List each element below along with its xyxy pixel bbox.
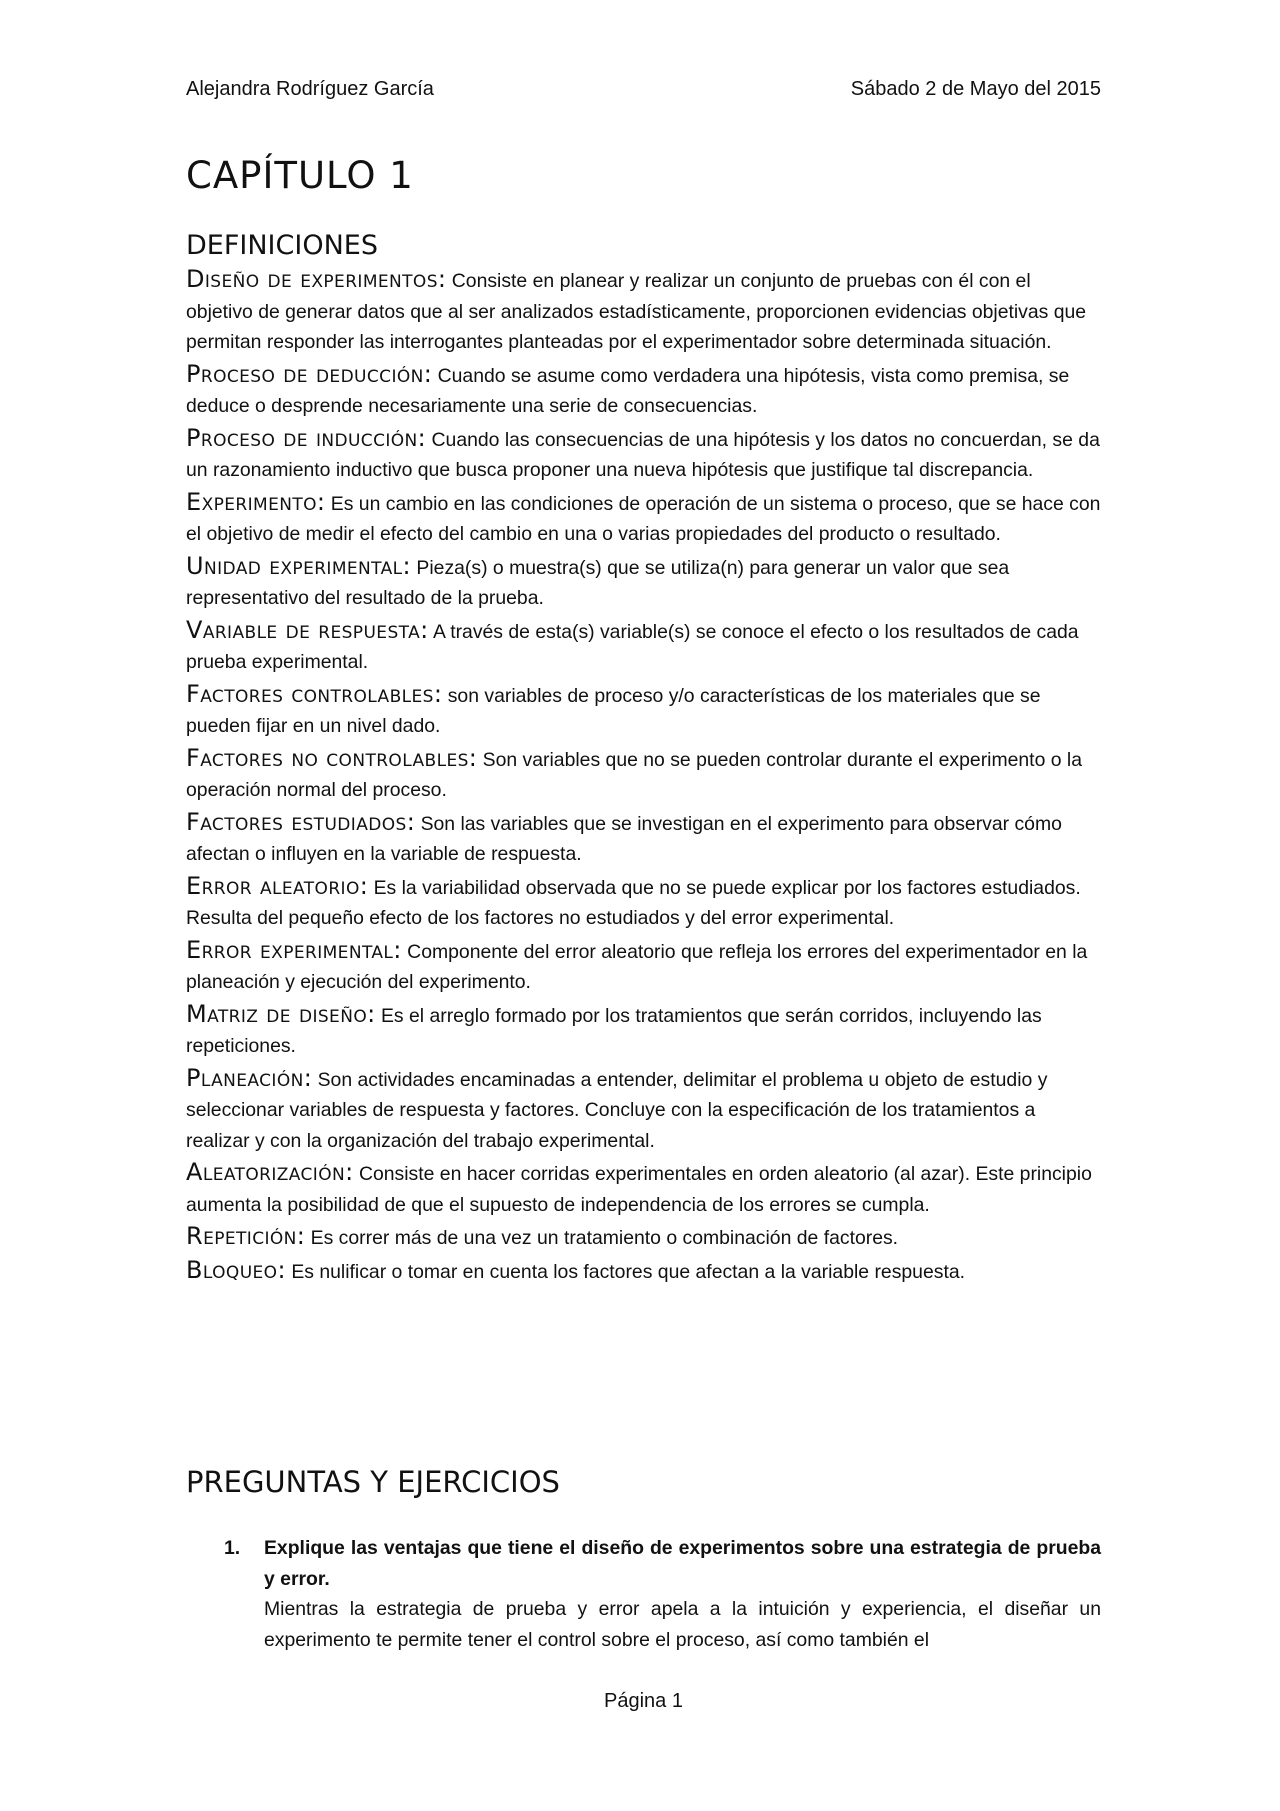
- questions-list: [224, 1533, 1101, 1655]
- definition-text: Son las variables que se investigan en el experimento para observar cómo afectan o influyen en la variable de respuesta.: [186, 812, 1062, 865]
- header-date: Sábado 2 de Mayo del 2015: [850, 78, 1101, 100]
- definition-item: [186, 679, 1101, 742]
- definition-text: Consiste en planear y realizar un conjunto de pruebas con él con el objetivo de generar datos que al ser analizados estadísticamente, proporcionen evidencias objetivas que permitan responder las interrogantes planteadas por el experimentador sobre determinada situación.: [186, 270, 1087, 353]
- question-body: [264, 1533, 1101, 1655]
- definition-item: [186, 551, 1101, 614]
- definition-text: A través de esta(s) variable(s) se conoce el efecto o los resultados de cada prueba experimental.: [186, 620, 1079, 673]
- definition-text: Componente del error aleatorio que refleja los errores del experimentador en la planeación y ejecución del experimento.: [186, 940, 1088, 993]
- definition-text: Es el arreglo formado por los tratamientos que serán corridos, incluyendo las repeticiones.: [186, 1004, 1042, 1057]
- definition-text: Pieza(s) o muestra(s) que se utiliza(n) para generar un valor que sea representativo del resultado de la prueba.: [186, 556, 1010, 609]
- definition-item: [186, 1221, 1101, 1254]
- definition-text: son variables de proceso y/o características de los materiales que se pueden fijar en un nivel dado.: [186, 684, 1041, 737]
- question-item: [224, 1533, 1101, 1655]
- definition-term: Planeación:: [186, 1063, 313, 1092]
- definition-term: Factores controlables:: [186, 679, 443, 708]
- definition-text: Es nulificar o tomar en cuenta los factores que afectan a la variable respuesta.: [285, 1260, 966, 1283]
- definition-item: [186, 743, 1101, 806]
- chapter-title: CAPÍTULO 1: [186, 154, 414, 197]
- question-number: 1.: [224, 1537, 241, 1559]
- definition-text: Es correr más de una vez un tratamiento o combinación de factores.: [305, 1227, 899, 1249]
- definition-item: [186, 264, 1101, 358]
- definition-item: [186, 807, 1101, 870]
- definition-text: Es la variabilidad observada que no se puede explicar por los factores estudiados. Resulta del pequeño efecto de los factores no estudiados y del error experimental.: [186, 876, 1081, 929]
- definition-term: Matriz de diseño:: [186, 999, 376, 1028]
- definition-text: Son actividades encaminadas a entender, delimitar el problema u objeto de estudio y seleccionar variables de respuesta y factores. Concluye con la especificación de los tratamientos a realizar y con la organización del trabajo experimental.: [186, 1068, 1048, 1152]
- definition-text: Cuando se asume como verdadera una hipótesis, vista como premisa, se deduce o desprende necesariamente una serie de consecuencias.: [186, 364, 1070, 417]
- definition-item: [186, 871, 1101, 934]
- definition-term: Experimento:: [186, 487, 326, 516]
- definition-item: [186, 1063, 1101, 1157]
- definition-term: Bloqueo:: [186, 1255, 286, 1284]
- page-header: [186, 76, 1101, 102]
- definition-item: [186, 423, 1101, 486]
- definition-text: Es un cambio en las condiciones de operación de un sistema o proceso, que se hace con el objetivo de medir el efecto del cambio en una o varias propiedades del producto o resultado.: [186, 492, 1101, 545]
- answer-text: Mientras la estrategia de prueba y error apela a la intuición y experiencia, el diseñar un experimento te permite tener el control sobre el proceso, así como también el: [264, 1598, 1101, 1651]
- definition-term: Repetición:: [186, 1222, 306, 1250]
- question-text: Explique las ventajas que tiene el diseño de experimentos sobre una estrategia de prueba y error.: [264, 1537, 1101, 1590]
- definition-text: Son variables que no se pueden controlar durante el experimento o la operación normal del proceso.: [186, 748, 1083, 801]
- definition-term: Diseño de experimentos:: [186, 265, 447, 293]
- definition-item: [186, 999, 1101, 1062]
- definition-term: Factores no controlables:: [186, 743, 478, 772]
- definitions-heading: DEFINICIONES: [186, 230, 378, 261]
- definition-item: [186, 1255, 1101, 1288]
- definition-term: Proceso de deducción:: [186, 359, 433, 388]
- definition-text: Consiste en hacer corridas experimentales en orden aleatorio (al azar). Este principio aumenta la posibilidad de que el supuesto de independencia de los errores se cumpla.: [186, 1163, 1092, 1216]
- definition-item: [186, 487, 1101, 550]
- definition-term: Error experimental:: [186, 935, 402, 964]
- questions-heading: PREGUNTAS Y EJERCICIOS: [186, 1465, 560, 1499]
- definition-term: Factores estudiados:: [186, 807, 416, 836]
- definitions-list: [186, 264, 1101, 1288]
- definition-item: [186, 935, 1101, 998]
- definition-item: [186, 1157, 1101, 1220]
- definition-term: Error aleatorio:: [186, 871, 369, 900]
- header-author: Alejandra Rodríguez García: [186, 78, 434, 100]
- definition-item: [186, 615, 1101, 678]
- definition-term: Proceso de inducción:: [186, 423, 427, 452]
- definition-term: Aleatorización:: [186, 1158, 354, 1186]
- definition-term: Variable de respuesta:: [186, 615, 429, 644]
- definition-term: Unidad experimental:: [186, 551, 412, 580]
- page-footer: Página 1: [604, 1690, 683, 1712]
- definition-item: [186, 359, 1101, 422]
- document-page: [186, 0, 1101, 1811]
- definition-text: Cuando las consecuencias de una hipótesis y los datos no concuerdan, se da un razonamiento inductivo que busca proponer una nueva hipótesis que justifique tal discrepancia.: [186, 428, 1100, 481]
